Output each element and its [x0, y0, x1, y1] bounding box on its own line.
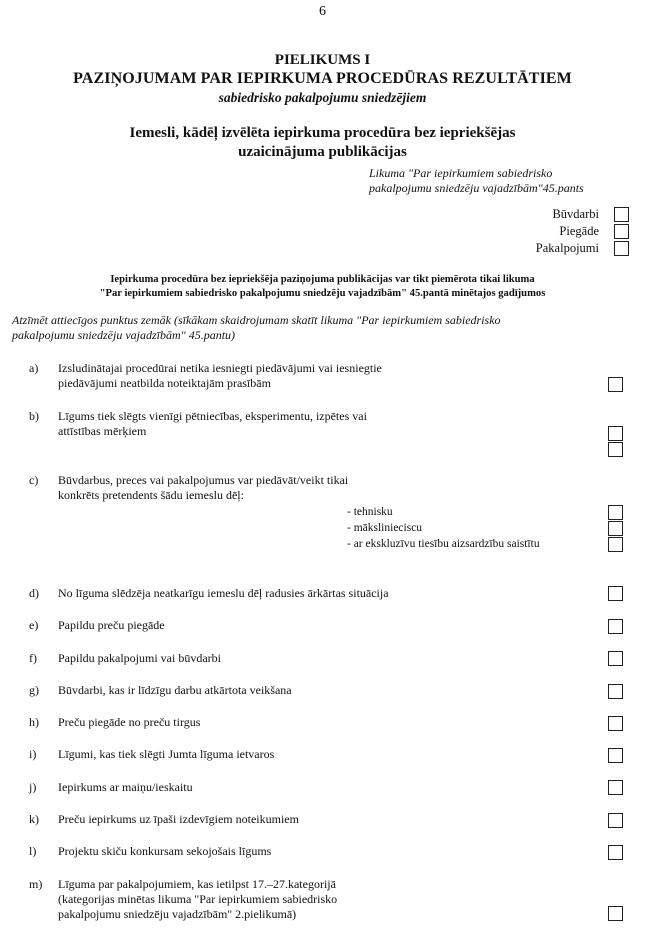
item-checkbox-m[interactable] — [608, 906, 623, 921]
item-text-line: Līgums tiek slēgts vienīgi pētniecības, eksperimentu, izpētes vai — [58, 409, 367, 423]
item-text-line: Līguma par pakalpojumiem, kas ietilpst 17.–27.kategorijā — [58, 877, 336, 891]
item-text-line: Izsludinātajai procedūrai netika iesniegti piedāvājumi vai iesniegtie — [58, 361, 382, 375]
instruction-line-1: Atzīmēt attiecīgos punktus zemāk (sīkākam skaidrojumam skatīt likuma "Par iepirkumiem sabiedrisko — [12, 313, 501, 327]
instruction-line-2: pakalpojumu sniedzēju vajadzībām" 45.pantu) — [12, 328, 236, 342]
item-checkbox-c-artistic[interactable] — [608, 521, 623, 536]
item-label-k: k) — [29, 812, 39, 826]
item-checkbox-d[interactable] — [608, 586, 623, 601]
item-text-a — [58, 361, 558, 391]
item-checkbox-f[interactable] — [608, 651, 623, 666]
item-checkbox-k[interactable] — [608, 813, 623, 828]
item-checkbox-h[interactable] — [608, 716, 623, 731]
item-text-g: Būvdarbi, kas ir līdzīgu darbu atkārtota veikšana — [58, 683, 292, 697]
item-label-h: h) — [29, 715, 39, 729]
section-title-line-1: Iemesli, kādēļ izvēlēta iepirkuma procedūra bez iepriekšējas — [129, 125, 516, 141]
item-text-line: pakalpojumu sniedzēju vajadzībām" 2.pielikumā) — [58, 907, 297, 921]
category-checkbox-services[interactable] — [614, 241, 629, 256]
item-text-line: piedāvājumi neatbilda noteiktajām prasībām — [58, 376, 271, 390]
category-checkbox-supply[interactable] — [614, 224, 629, 239]
applicability-notice — [0, 273, 645, 301]
category-label-works: Būvdarbi — [552, 207, 599, 221]
notice-subtitle: sabiedrisko pakalpojumu sniedzējiem — [218, 90, 427, 105]
law-reference — [369, 166, 629, 196]
item-text-b — [58, 409, 558, 439]
category-label-supply: Piegāde — [559, 224, 599, 238]
applicability-notice-line-2: "Par iepirkumiem sabiedrisko pakalpojumu sniedzēju vajadzībām" 45.pantā minētajos gadījumos — [99, 288, 546, 299]
law-reference-line-2: pakalpojumu sniedzēju vajadzībām"45.pants — [369, 181, 584, 195]
item-checkbox-g[interactable] — [608, 684, 623, 699]
item-text-h: Preču piegāde no preču tirgus — [58, 715, 201, 729]
item-checkbox-b-2[interactable] — [608, 442, 623, 457]
item-text-i: Līgumi, kas tiek slēgti Jumta līguma ietvaros — [58, 747, 275, 761]
item-text-line: (kategorijas minētas likuma "Par iepirkumiem sabiedrisko — [58, 892, 338, 906]
instruction-text — [12, 313, 637, 343]
item-text-d: No līguma slēdzēja neatkarīgu iemeslu dēļ radusies ārkārtas situācija — [58, 586, 389, 600]
category-label-services: Pakalpojumi — [535, 241, 599, 255]
item-label-c: c) — [29, 473, 39, 487]
item-c-subitem-exclusive-rights: - ar ekskluzīvu tiesību aizsardzību saistītu — [347, 538, 540, 550]
item-checkbox-b-1[interactable] — [608, 426, 623, 441]
applicability-notice-line-1: Iepirkuma procedūra bez iepriekšēja paziņojuma publikācijas var tikt piemērota tikai likuma — [110, 274, 535, 285]
item-label-a: a) — [29, 361, 39, 375]
section-title — [0, 124, 645, 162]
item-label-m: m) — [29, 877, 43, 891]
page-number: 6 — [319, 4, 326, 19]
item-c-subitem-technical: - tehnisku — [347, 506, 393, 518]
section-title-line-2: uzaicinājuma publikācijas — [238, 144, 407, 160]
item-checkbox-a[interactable] — [608, 377, 623, 392]
item-text-c — [58, 473, 558, 503]
annex-title: PIELIKUMS I — [274, 52, 371, 68]
item-text-m — [58, 877, 558, 922]
category-checkbox-works[interactable] — [614, 207, 629, 222]
law-reference-line-1: Likuma "Par iepirkumiem sabiedrisko — [369, 166, 553, 180]
item-checkbox-e[interactable] — [608, 619, 623, 634]
item-label-e: e) — [29, 618, 39, 632]
item-checkbox-j[interactable] — [608, 780, 623, 795]
item-label-f: f) — [29, 651, 37, 665]
item-text-line: Būvdarbus, preces vai pakalpojumus var piedāvāt/veikt tikai — [58, 473, 349, 487]
item-checkbox-i[interactable] — [608, 748, 623, 763]
item-c-subitem-artistic: - mākslinieciscu — [347, 522, 423, 534]
item-label-l: l) — [29, 844, 37, 858]
item-checkbox-c-exclusive-rights[interactable] — [608, 537, 623, 552]
item-label-g: g) — [29, 683, 39, 697]
item-text-l: Projektu skiču konkursam sekojošais līgums — [58, 844, 272, 858]
item-checkbox-l[interactable] — [608, 845, 623, 860]
item-label-b: b) — [29, 409, 39, 423]
item-text-f: Papildu pakalpojumi vai būvdarbi — [58, 651, 221, 665]
item-label-i: i) — [29, 747, 37, 761]
item-text-line: attīstības mērķiem — [58, 424, 147, 438]
item-label-j: j) — [29, 780, 37, 794]
item-text-line: konkrēts pretendents šādu iemeslu dēļ: — [58, 488, 244, 502]
item-text-j: Iepirkums ar maiņu/ieskaitu — [58, 780, 193, 794]
item-label-d: d) — [29, 586, 39, 600]
item-text-k: Preču iepirkums uz īpaši izdevīgiem noteikumiem — [58, 812, 299, 826]
item-text-e: Papildu preču piegāde — [58, 618, 165, 632]
notice-title: PAZIŅOJUMAM PAR IEPIRKUMA PROCEDŪRAS REZULTĀTIEM — [73, 70, 572, 87]
item-checkbox-c-technical[interactable] — [608, 505, 623, 520]
